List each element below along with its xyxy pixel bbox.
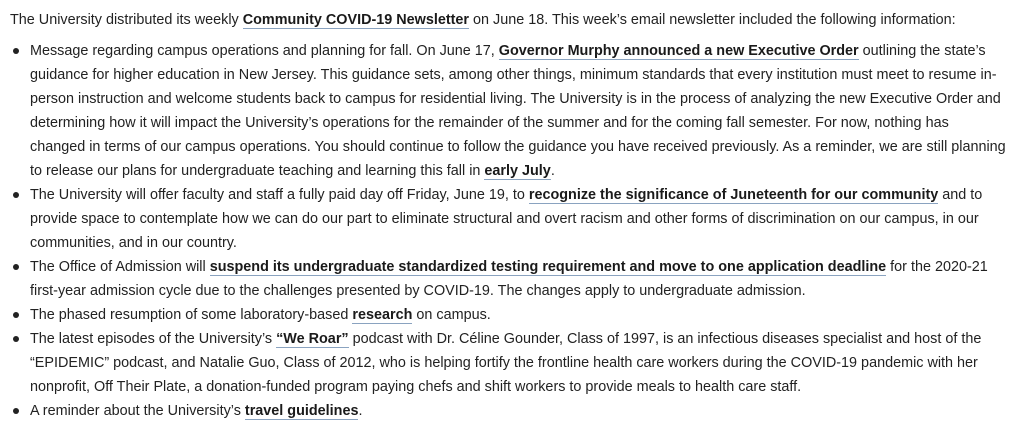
item-text: The Office of Admission will (30, 259, 210, 275)
item-text: . (550, 163, 555, 179)
research-link[interactable]: research (352, 307, 413, 323)
testing-requirement-link[interactable]: suspend its undergraduate standardized testing requirement and move to one application deadline (209, 259, 887, 275)
item-text: podcast with Dr. Céline Gounder, Class of 1997, is an infectious diseases specialist and host of the “EPIDEMIC” podcast, and Natalie Guo, Class of 2012, who is helping fortify the frontline health care workers during the COVID-19 pandemic with her nonprofit, Off Their Plate, a donation-funded program paying chefs and shift workers to provide meals to health care staff. (30, 331, 982, 395)
early-july-link[interactable]: early July (484, 163, 551, 179)
list-item-research (10, 303, 1006, 327)
item-text: A reminder about the University’s (30, 403, 245, 419)
newsletter-items-list (10, 39, 1006, 423)
item-text: outlining the state’s guidance for higher education in New Jersey. This guidance sets, among other things, minimum standards that every institution must meet to resume in-person instruction and welcome students back to campus for residential living. The University is in the process of analyzing the new Executive Order and determining how it will impact the University’s operations for the remainder of the summer and for the coming fall semester. For now, nothing has changed in terms of our campus operations. You should continue to follow the guidance you have received previously. As a reminder, we are still planning to release our plans for undergraduate teaching and learning this fall in (30, 43, 1006, 179)
executive-order-link[interactable]: Governor Murphy announced a new Executive Order (498, 43, 859, 59)
bullet-icon (13, 408, 19, 414)
intro-text-after: on June 18. This week’s email newsletter included the following information: (469, 12, 956, 28)
list-item-podcast (10, 327, 1006, 399)
bullet-icon (13, 312, 19, 318)
item-text: and to provide space to contemplate how we can do our part to eliminate structural and overt racism and other forms of discrimination on our campus, in our communities, and in our country. (30, 187, 983, 251)
item-text: The latest episodes of the University’s (30, 331, 277, 347)
list-item-travel (10, 399, 1006, 423)
bullet-icon (13, 192, 19, 198)
travel-guidelines-link[interactable]: travel guidelines (244, 403, 359, 419)
intro-paragraph (10, 8, 1006, 32)
item-text: The University will offer faculty and staff a fully paid day off Friday, June 19, to (30, 187, 529, 203)
list-item-juneteenth (10, 183, 1006, 255)
item-text: . (358, 403, 363, 419)
we-roar-link[interactable]: “We Roar” (276, 331, 349, 347)
item-text: on campus. (412, 307, 491, 323)
intro-text-before: The University distributed its weekly (10, 12, 243, 28)
juneteenth-link[interactable]: recognize the significance of Juneteenth for our community (528, 187, 939, 203)
community-covid-newsletter-link[interactable]: Community COVID-19 Newsletter (242, 12, 470, 28)
bullet-icon (13, 336, 19, 342)
list-item-admission (10, 255, 1006, 303)
bullet-icon (13, 264, 19, 270)
item-text: Message regarding campus operations and planning for fall. On June 17, (30, 43, 499, 59)
list-item-campus-operations (10, 39, 1006, 183)
item-text: for the 2020-21 first-year admission cycle due to the challenges presented by COVID-19. The changes apply to undergraduate admission. (30, 259, 988, 299)
item-text: The phased resumption of some laboratory-based (30, 307, 353, 323)
bullet-icon (13, 48, 19, 54)
